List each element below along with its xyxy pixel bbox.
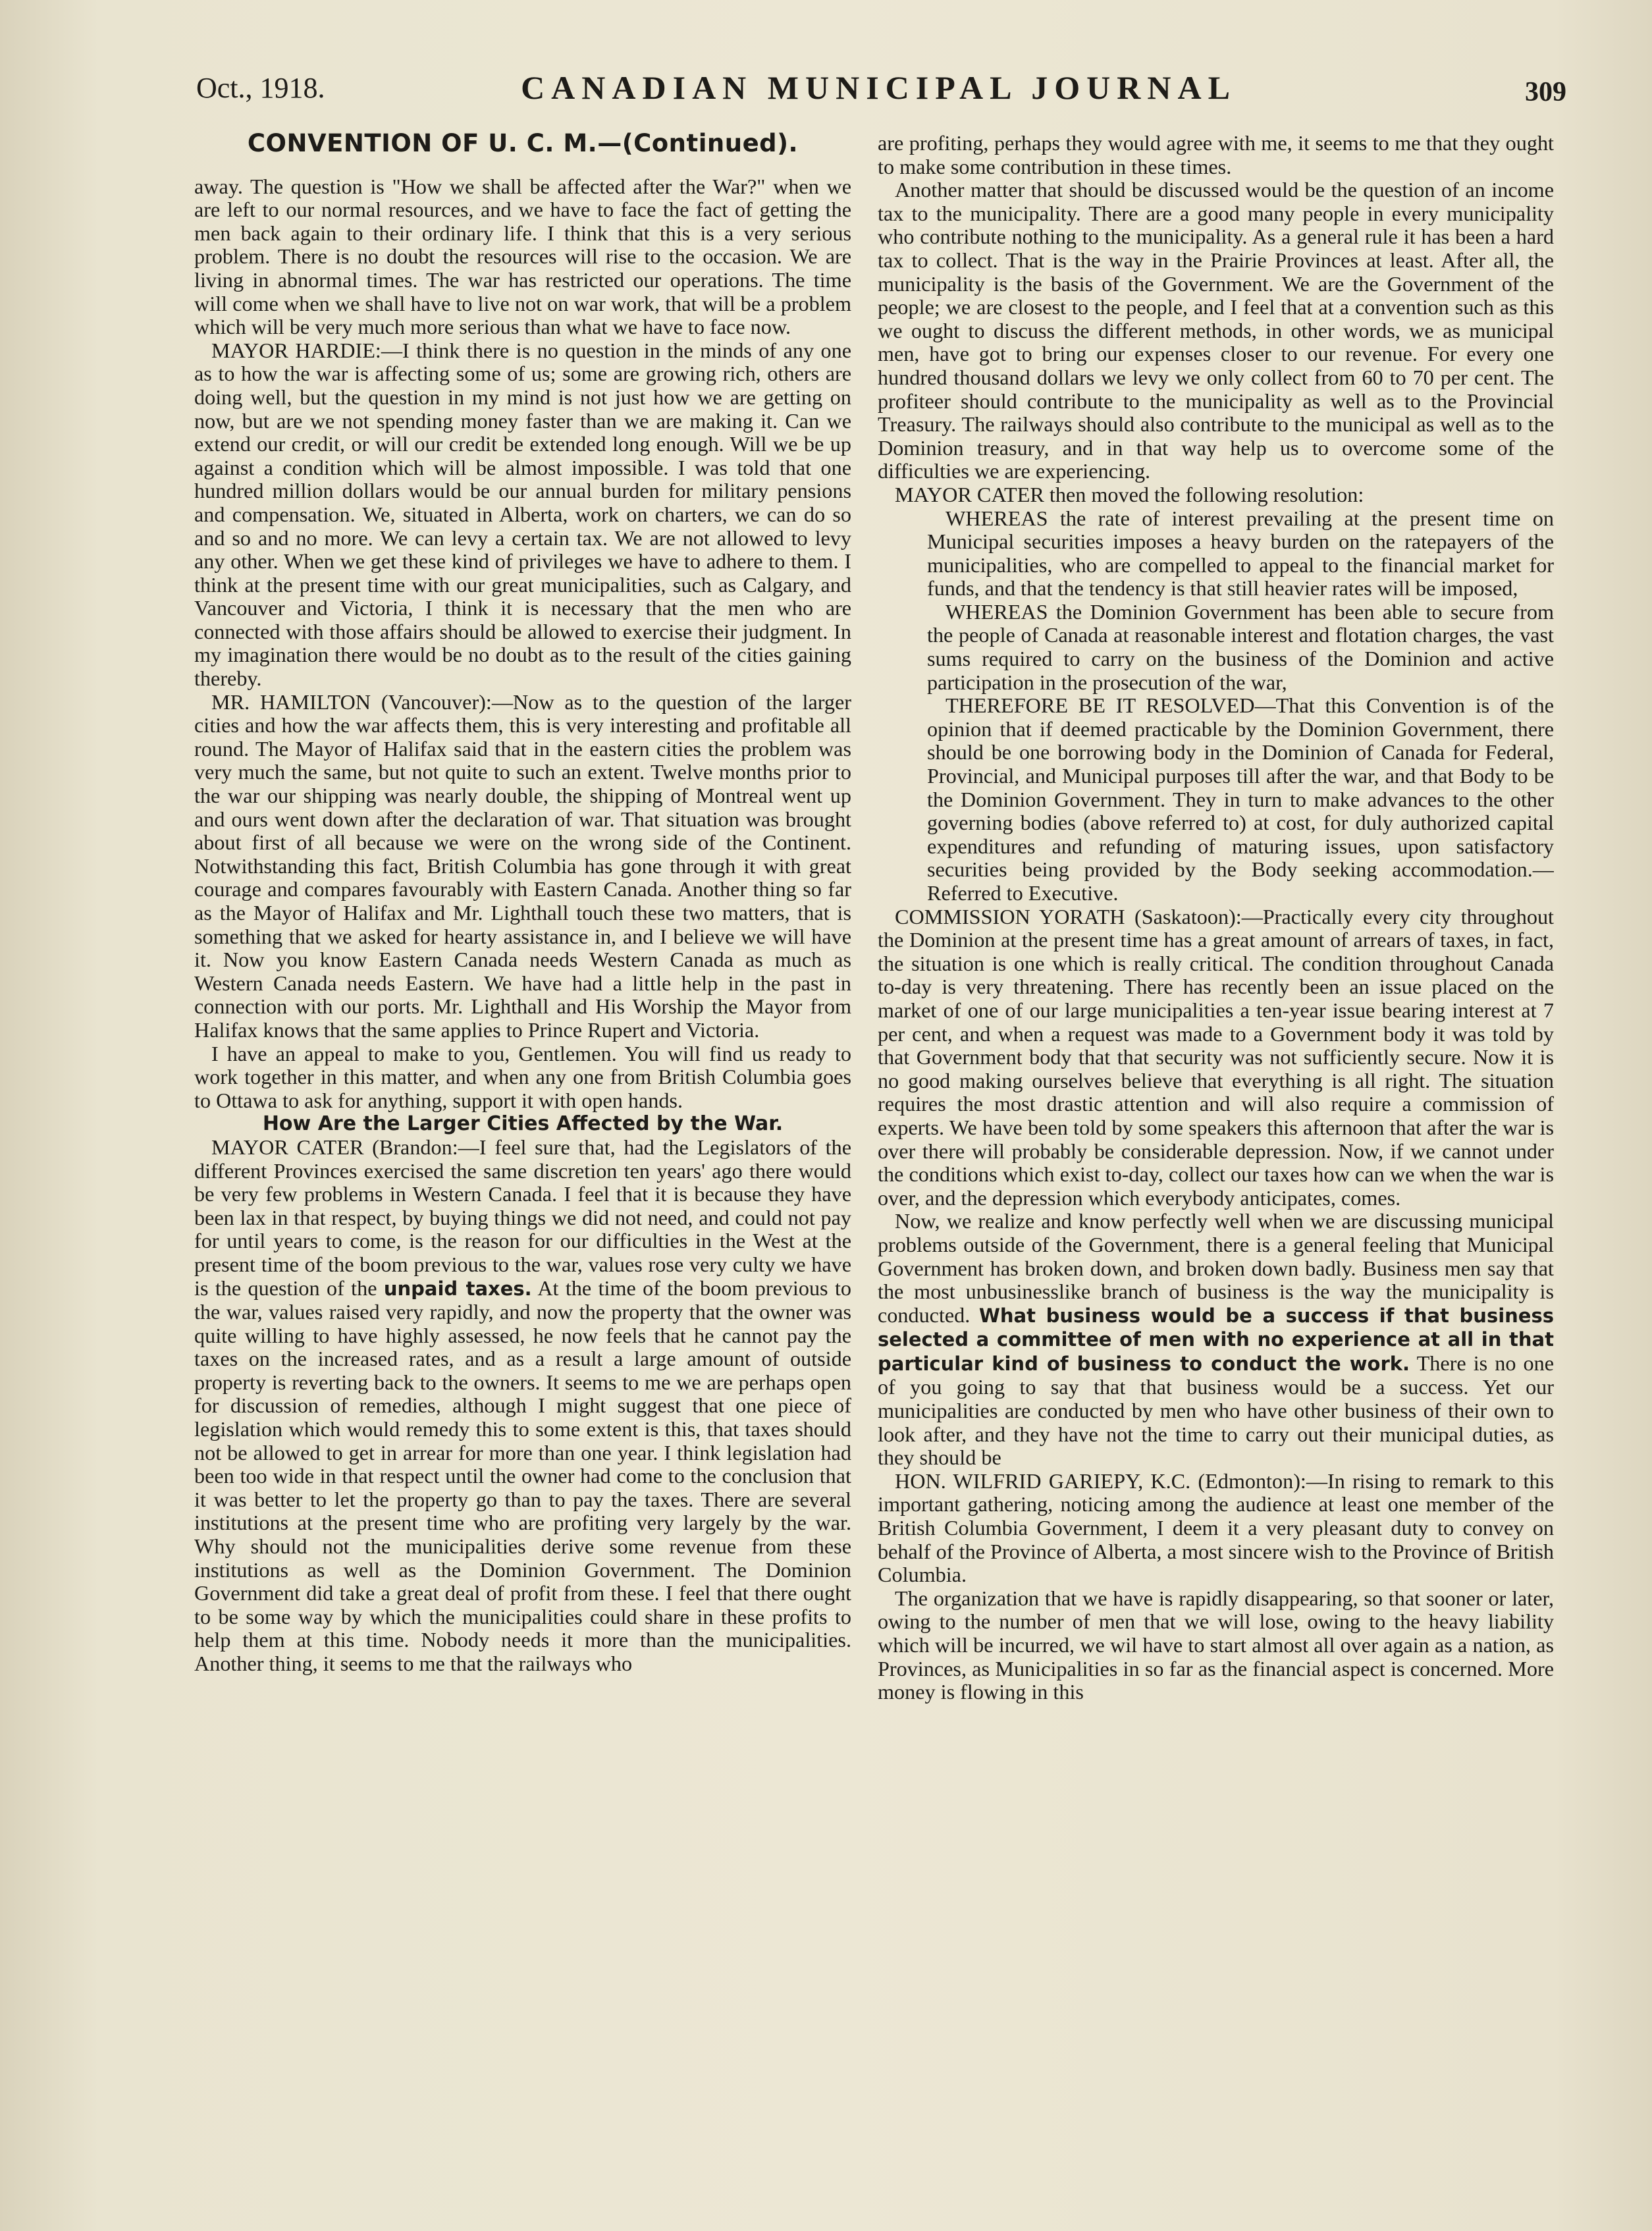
article-heading: CONVENTION OF U. C. M.—(Continued).: [247, 132, 799, 157]
issue-date: Oct., 1918.: [196, 72, 325, 104]
running-head: [191, 59, 1566, 112]
paragraph: I have an appeal to make to you, Gentlemen. You will find us ready to work together in this matter, and when any one from British Columbia goes to Ottawa to ask for anything, support it with open hands.: [194, 1041, 851, 1112]
paragraph: MAYOR HARDIE:—I think there is no question in the minds of any one as to how the war is affecting some of us; some are growing rich, others are doing well, but the question in my mind is not just how we are getting on now, but are we not spending money faster than we are making it. Can we extend our credit, or will our credit be extended long enough. Will we be up against a condition which will be almost impossible. I was told that one hundred million dollars would be our annual burden for military pensions and compensation. We, situated in Alberta, work on charters, we can do so and so and no more. We can levy a certain tax. We are not allowed to levy any other. When we get these kind of privileges we have to adhere to them. I think at the present time with our great municipalities, such as Calgary, and Vancouver and Victoria, I think it is necessary that the men who are connected with those affairs should be allowed to exercise their judgment. In my imagination there would be no doubt as to the result of the cities gaining thereby.: [194, 338, 851, 691]
paragraph: The organization that we have is rapidly disappearing, so that sooner or later, owing to the number of men that we will lose, owing to the heavy liability which will be incurred, we wil have to start almost all over again as a nation, as Provinces, as Municipalities in so far as the financial aspect is concerned. More money is flowing in this: [878, 1586, 1554, 1704]
paragraph: MAYOR CATER then moved the following resolution:: [895, 482, 1364, 506]
emphasis-text: What business would be a success if that business selected a committee of men with no experience at all in that particular kind of business to conduct the work.: [878, 1304, 1554, 1375]
paragraph: COMMISSION YORATH (Saskatoon):—Practically every city throughout the Dominion at the present time has a great amount of arrears of taxes, in fact, the situation is one which is really critical. The condition throughout Canada to-day is very threatening. There has recently been an issue placed on the market of one of our large municipalities a ten-year issue bearing interest at 7 per cent, and when a request was made to a Government body it was told by that Government body that that security was not sufficiently secure. Now it is no good making ourselves believe that everything is all right. The situation requires the most drastic attention and will also require a commission of experts. We have been told by some speakers this afternoon that after the war is over there will probably be considerable depression. Now, if we cannot under the conditions which exist to-day, collect our taxes how can we when the war is over, and the depression which everybody anticipates, comes.: [878, 904, 1554, 1210]
paragraph-text: MAYOR CATER (Brandon:—I feel sure that, had the Legislators of the different Provinces exercised the same discretion ten years' ago there would be very few problems in Western Canada. I feel that it is because they have been lax in that respect, by buying things we did not need, and could not pay for until years to come, is the reason for our difficulties in the West at the present time of the boom previous to the war, values rose very culty we have is the question of the: [194, 1135, 851, 1300]
resolution-block: [878, 507, 1554, 905]
paragraph: MR. HAMILTON (Vancouver):—Now as to the question of the larger cities and how the war affects them, this is very interesting and profitable all round. The Mayor of Halifax said that in the eastern cities the problem was very much the same, but not quite to such an extent. Twelve months prior to the war our shipping was nearly double, the shipping of Montreal went up and ours went down after the declaration of war. That situation was brought about first of all because we were on the wrong side of the Continent. Notwithstanding this fact, British Columbia has gone through it with great courage and compares favourably with Eastern Canada. Another thing so far as the Mayor of Halifax and Mr. Lighthall touch these two matters, that is something that we asked for hearty assistance in, and I believe we will have it. Now you know Eastern Canada needs Western Canada as much as Western Canada needs Eastern. We have had a little help in the past in connection with our ports. Mr. Lighthall and His Worship the Mayor from Halifax knows that the same applies to Prince Rupert and Victoria.: [194, 689, 851, 1042]
resolution-clause: THEREFORE BE IT RESOLVED—That this Convention is of the opinion that if deemed practicable by the Dominion Government, there should be one borrowing body in the Dominion of Canada for Federal, Provincial, and Municipal purposes till after the war, and that Body to be the Dominion Government. They in turn to make advances to the other governing bodies (above referred to) at cost, for duly authorized capital expenditures and refunding of maturing issues, upon satisfactory securities being provided by the Body seeking accommodation.—Referred to Executive.: [927, 693, 1554, 905]
paragraph-text: Now, we realize and know perfectly well when we are discussing municipal problems outside of the Government, there is a general feeling that Municipal Government has broken down, and broken down badly. Business men say that the most unbusinesslike branch of business is the way the municipality is conducted.: [878, 1209, 1554, 1327]
paragraph: Another matter that should be discussed would be the question of an income tax to the municipality. There are a good many people in every municipality who contribute nothing to the municipality. As a general rule it has been a hard tax to collect. That is the way in the Prairie Provinces at least. After all, the municipality is the basis of the Government. We are the Government of the people; we are closest to the people, and I feel that at a convention such as this we ought to discuss the different methods, in other words, we as municipal men, have got to bring our expenses closer to our revenue. For every one hundred thousand dollars we levy we only collect from 60 to 70 per cent. The profiteer should contribute to the municipality as well as to the Provincial Treasury. The railways should also contribute to the municipal as well as to the Dominion treasury, and in that way help us to overcome some of the difficulties we are experiencing.: [878, 178, 1554, 483]
right-column: [878, 132, 1554, 2147]
paragraph: are profiting, perhaps they would agree with me, it seems to me that they ought to make some contribution in these times.: [878, 132, 1554, 178]
journal-title: CANADIAN MUNICIPAL JOURNAL: [521, 69, 1237, 106]
left-column: [194, 132, 851, 2147]
paragraph: HON. WILFRID GARIEPY, K.C. (Edmonton):—In rising to remark to this important gathering, noticing among the audience at least one member of the British Columbia Government, I deem it a very pleasant duty to convey on behalf of the Province of Alberta, a most sincere wish to the Province of British Columbia.: [878, 1468, 1554, 1587]
emphasis-text: unpaid taxes.: [383, 1277, 532, 1300]
paragraph: [878, 1210, 1554, 1470]
section-subheading: How Are the Larger Cities Affected by the War.: [262, 1112, 784, 1136]
resolution-clause: WHEREAS the Dominion Government has been able to secure from the people of Canada at reasonable interest and flotation charges, the vast sums required to carry on the business of the Dominion and active participation in the prosecution of the war,: [927, 599, 1554, 694]
paragraph-text: At the time of the boom previous to the war, values raised very rapidly, and now the property that the owner was quite willing to have highly assessed, he now feels that he cannot pay the taxes on the increased rates, and as a result a large amount of outside property is reverting back to the owners. It seems to me we are perhaps open for discussion of remedies, although I might suggest that one piece of legislation which would remedy this to some extent is this, that taxes should not be allowed to get in arrear for more than one year. I think legislation had been too wide in that respect until the owner had come to the conclusion that it was better to let the property go than to pay the taxes. There are several institutions at the present time who are profiting very largely by the war. Why should not the municipalities derive some revenue from these institutions as well as the Dominion Government. The Dominion Government did take a great deal of profit from these. I feel that there ought to be some way by which the municipalities could share in these profits to help them at this time. Nobody needs it more than the municipalities. Another thing, it seems to me that the railways who: [194, 1276, 851, 1675]
page-number: 309: [1525, 77, 1566, 107]
paragraph: [194, 1136, 851, 1676]
paragraph-text: There is no one of you going to say that that business would be a success. Yet our municipalities are conducted by men who have other business of their own to look after, and they have not the time to carry out their municipal duties, as they should be: [878, 1351, 1554, 1470]
resolution-clause: WHEREAS the rate of interest prevailing at the present time on Municipal securities imposes a heavy burden on the ratepayers of the municipalities, who are compelled to appeal to the financial market for funds, and that the tendency is that still heavier rates will be imposed,: [927, 506, 1554, 601]
paragraph: away. The question is "How we shall be affected after the War?" when we are left to our normal resources, and we have to face the fact of getting the men back again to their ordinary life. I think that this is a very serious problem. There is no doubt the resources will rise to the occasion. We are living in abnormal times. The war has restricted our operations. The time will come when we shall have to live not on war work, that will be a problem which will be very much more serious than what we have to face now.: [194, 174, 851, 339]
